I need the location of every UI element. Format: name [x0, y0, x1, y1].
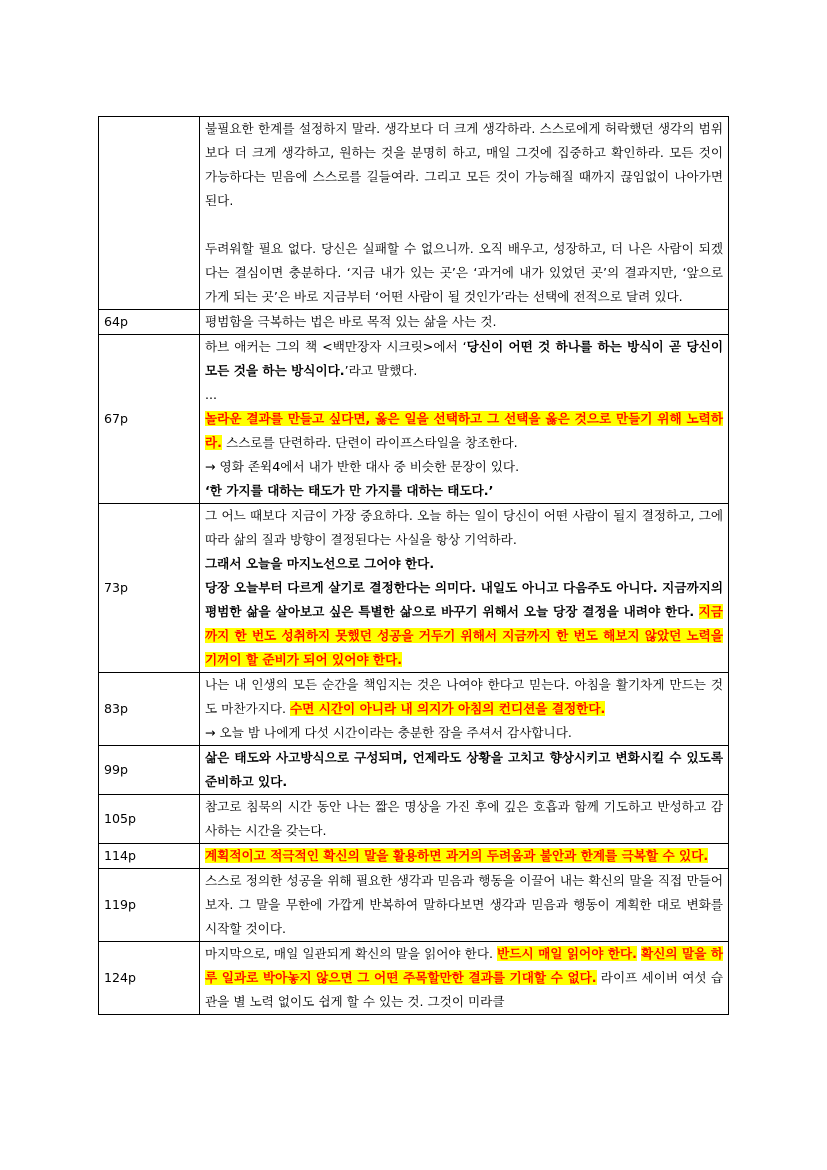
highlighted-text: 수면 시간이 아니라 내 의지가 아침의 컨디션을 결정한다. [290, 701, 606, 716]
highlighted-text: 놀라운 결과를 만들고 싶다면, 옳은 일을 선택하고 그 선택을 옳은 것으로 만들기 위해 노력하라. [205, 411, 723, 450]
highlighted-text: 반드시 매일 읽어야 한다. [497, 946, 637, 961]
bold-text: 그래서 오늘을 마지노선으로 그어야 한다. [205, 556, 435, 571]
table-row [99, 746, 729, 795]
page-number-cell: 105p [99, 795, 200, 844]
note-paragraph [205, 407, 723, 455]
note-paragraph [205, 746, 723, 794]
table-row [99, 117, 729, 310]
note-text: 나는 내 인생의 모든 순간을 책임지는 것은 나여야 한다고 믿는다. 아침을 활기차게 만드는 것도 마찬가지다. [205, 677, 723, 716]
note-text: 하브 애커는 그의 책 <백만장자 시크릿>에서 ‘ [205, 339, 467, 354]
bold-text: 당신이 어떤 것 하나를 하는 방식이 곧 당신이 모든 것을 하는 방식이다. [205, 339, 723, 378]
note-text: 스스로를 단련하라. 단련이 라이프스타일을 창조한다. [221, 435, 518, 450]
note-paragraph [205, 479, 723, 503]
highlighted-text: 확신의 말을 하루 일과로 박아놓지 않으면 그 어떤 주목할만한 결과를 기대할 수 없다. [205, 946, 723, 985]
note-text: 참고로 침묵의 시간 동안 나는 짧은 명상을 가진 후에 깊은 호흡과 함께 기도하고 반성하고 감사하는 시간을 갖는다. [205, 799, 723, 838]
note-text: → 영화 존윅4에서 내가 반한 대사 중 비슷한 문장이 있다. [205, 459, 520, 474]
note-content-cell [200, 310, 729, 335]
note-text: 스스로 정의한 성공을 위해 필요한 생각과 믿음과 행동을 이끌어 내는 확신의 말을 직접 만들어보자. 그 말을 무한에 가깝게 반복하여 말하다보면 생각과 믿음과 행동이 계획한 대로 변화를 시작할 것이다. [205, 873, 723, 936]
table-row [99, 310, 729, 335]
note-content-cell [200, 869, 729, 942]
note-text: 라이프 세이버 여섯 습관을 별 노력 없이도 쉽게 할 수 있는 것. 그것이 미라클 [205, 970, 724, 1009]
note-text: ’라고 말했다. [344, 363, 418, 378]
notes-table-body [99, 117, 729, 1015]
note-paragraph [205, 673, 723, 721]
table-row [99, 795, 729, 844]
table-row [99, 844, 729, 869]
note-paragraph [205, 335, 723, 383]
note-paragraph [205, 383, 723, 407]
note-text: 불필요한 한계를 설정하지 말라. 생각보다 더 크게 생각하라. 스스로에게 허락했던 생각의 범위보다 더 크게 생각하고, 원하는 것을 분명히 하고, 매일 그것에 집중하고 확인하라. 모든 것이 가능하다는 믿음에 스스로를 길들여라. 그리고 모든 것이 가능해질 때까지 끊임없이 나아가면 된다. [205, 121, 723, 208]
table-row [99, 504, 729, 673]
note-text: ... [205, 387, 218, 402]
bold-text: 삶은 태도와 사고방식으로 구성되며, 언제라도 상황을 고치고 향상시키고 변화시킬 수 있도록 준비하고 있다. [205, 750, 723, 789]
note-text: 평범함을 극복하는 법은 바로 목적 있는 삶을 사는 것. [205, 314, 497, 329]
notes-table [98, 116, 729, 1015]
note-paragraph [205, 721, 723, 745]
page-number-cell: 124p [99, 942, 200, 1015]
note-paragraph [205, 117, 723, 213]
note-content-cell [200, 673, 729, 746]
page-number-cell: 67p [99, 335, 200, 504]
note-paragraph [205, 844, 723, 868]
bold-text: 당장 오늘부터 다르게 살기로 결정한다는 의미다. 내일도 아니고 다음주도 아니다. 지금까지의 평범한 삶을 살아보고 싶은 특별한 삶으로 바꾸기 위해서 오늘 당장 결정을 내려야 한다. [205, 580, 723, 619]
paragraph-gap [205, 213, 723, 237]
note-content-cell [200, 335, 729, 504]
note-text: 두려워할 필요 없다. 당신은 실패할 수 없으니까. 오직 배우고, 성장하고, 더 나은 사람이 되겠다는 결심이면 충분하다. ‘지금 내가 있는 곳’은 ‘과거에 내가 있었던 곳’의 결과지만, ‘앞으로 가게 되는 곳’은 바로 지금부터 ‘어떤 사람이 될 것인가’라는 선택에 전적으로 달려 있다. [205, 241, 723, 304]
note-content-cell [200, 117, 729, 310]
table-row [99, 673, 729, 746]
page-number-cell: 64p [99, 310, 200, 335]
page-number-cell: 114p [99, 844, 200, 869]
note-paragraph [205, 310, 723, 334]
table-row [99, 335, 729, 504]
note-text: 그 어느 때보다 지금이 가장 중요하다. 오늘 하는 일이 당신이 어떤 사람이 될지 결정하고, 그에 따라 삶의 질과 방향이 결정된다는 사실을 항상 기억하라. [205, 508, 723, 547]
page-number-cell: 99p [99, 746, 200, 795]
note-content-cell [200, 942, 729, 1015]
table-row [99, 869, 729, 942]
note-paragraph [205, 869, 723, 941]
note-text: 마지막으로, 매일 일관되게 확신의 말을 읽어야 한다. [205, 946, 498, 961]
page-number-cell [99, 117, 200, 310]
table-row [99, 942, 729, 1015]
highlighted-text: 지금까지 한 번도 성취하지 못했던 성공을 거두기 위해서 지금까지 한 번도 해보지 않았던 노력을 기꺼이 할 준비가 되어 있어야 한다. [205, 604, 723, 667]
note-text [694, 604, 699, 619]
note-paragraph [205, 942, 723, 1014]
note-content-cell [200, 844, 729, 869]
note-paragraph [205, 237, 723, 309]
page-number-cell: 119p [99, 869, 200, 942]
note-paragraph [205, 576, 723, 672]
note-paragraph [205, 504, 723, 552]
note-content-cell [200, 504, 729, 673]
page-number-cell: 73p [99, 504, 200, 673]
note-content-cell [200, 746, 729, 795]
note-text: → 오늘 밤 나에게 다섯 시간이라는 충분한 잠을 주셔서 감사합니다. [205, 725, 572, 740]
bold-text: ‘한 가지를 대하는 태도가 만 가지를 대하는 태도다.’ [205, 483, 494, 498]
highlighted-text: 계획적이고 적극적인 확신의 말을 활용하면 과거의 두려움과 불안과 한계를 극복할 수 있다. [205, 848, 709, 863]
note-paragraph [205, 552, 723, 576]
page-number-cell: 83p [99, 673, 200, 746]
note-paragraph [205, 455, 723, 479]
note-content-cell [200, 795, 729, 844]
note-paragraph [205, 795, 723, 843]
